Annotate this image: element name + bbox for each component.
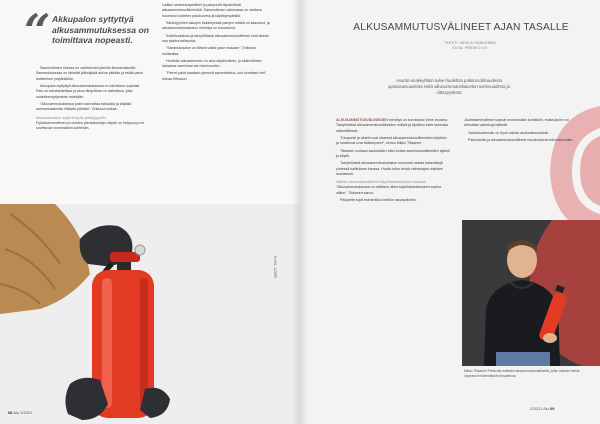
right-column-1 xyxy=(336,118,450,205)
body-paragraph: Huollettu alkusammutin on aina käyttövalmis, ja säännöllinen tarkastus varmistaa sen toimivuuden. xyxy=(162,58,262,69)
photo-credit: KUVA: 123RF xyxy=(273,256,277,279)
body-paragraph: "Alkusammutuksessa palon kannattaa tarkkailla ja käyttää sammutusainetta riittävän pitkään", Eriksson toteaa. xyxy=(36,101,132,112)
right-page xyxy=(300,0,600,424)
body-paragraph: Sammuttimen ohessa on vaihtoehdot pienille litiumioniakuille. Sammutuksessa on tärkeää jäähdyttää akkua pitkään ja estää palon leviäminen ympäristöön. xyxy=(36,66,144,81)
extinguisher-photo xyxy=(0,204,300,424)
lead-in-rest: merkitys on korostunut viime vuosina. Taloyhtiöissä alkusammutusvälineiden määrä ja sijoittelu tulee tarkistaa säännöllisesti. xyxy=(336,118,448,133)
page-number: 69 xyxy=(550,406,555,411)
person-photo xyxy=(462,220,600,366)
person-with-extinguisher-illustration xyxy=(462,220,600,366)
body-paragraph: Akkupalon syttyttyä alkusammutuksessa on toimittava nopeasti. Palo on tukahdutettava ja akun lämpötilaa on laskettava, jotta uudelleensyttyminen estetään. xyxy=(36,83,141,99)
body-paragraph: Jauhesammuttimet sopivat monenlaisiin kohteisiin, mutta jauhe voi aiheuttaa vahinkoja laitteille. xyxy=(464,118,569,128)
body-paragraph: Sähköpyörien akkujen lisääntyessä palojen määrä on kasvanut, ja alkusammutuskaluston merkitys on korostunut. xyxy=(162,20,270,31)
left-column-2 xyxy=(162,3,274,84)
body-paragraph: Vaahtosammutin on hyvä valinta asuinrakennuksiin. xyxy=(468,130,550,135)
subheading: Sammutusaine sopii tietyille palotyypeille xyxy=(36,115,107,120)
quote-mark-icon: “ xyxy=(24,4,51,58)
body-paragraph: Kotitalouksissa ja taloyhtiöissä alkusammutusvälineet ovat tärkeä osa paloturvallisuutta. xyxy=(162,33,269,43)
photo-caption: Mikko Tikkanen Preskolta esittelee alkusammutusvälineitä, joilla voidaan toimia nopeasti ensimmäisinä minuutteina. xyxy=(464,369,580,378)
pull-quote xyxy=(24,4,156,58)
body-paragraph: Palopeite sopii esimerkiksi keittiön rasvapaloihin. xyxy=(340,198,417,203)
body-paragraph: Taloyhtiöissä alkusammutuskaluston kunnosta vastaa isännöitsijä yhdessä hallituksen kanssa. Huolto tulee tehdä valmistajan ohjeiden mukaisesti. xyxy=(336,161,444,176)
page-footer-left xyxy=(8,410,32,415)
body-paragraph: Lisäksi sammutuspeitteet ja palopostit täydentävät alkusammutusvälineistöä. Sammuttimen valinnassa on otettava huomioon kohteen palokuorma ja käyttöympäristö. xyxy=(162,3,262,18)
article-lede: Asunto-osakeyhtiön tulee huolehtia paloturvallisuudesta ajantasaisuudesta sekä alkusammutuskaluston toimivuudesta ja riittävyydestä xyxy=(387,78,511,96)
page-number: 68 xyxy=(8,410,13,415)
subheading: Valitse sammutusvälineet käyttötarkoituksen mukaan xyxy=(336,180,427,185)
body-paragraph: Pyöräsammuttimen ja muiden pienkalustojen käyttö on helppoa ja ne soveltuvat monenlaisiin kohteisiin. xyxy=(36,120,145,131)
byline-photo-credit: KUVA: PRESKO OY xyxy=(452,46,488,51)
body-paragraph: "Alkusammutuksessa on valittava oikea käyttötarkoitukseen sopiva väline", Tikkanen sanoo. xyxy=(336,185,441,195)
body-paragraph: "Pienet palot saadaan yleensä sammutettua, kun toimitaan heti", toteaa Eriksson. xyxy=(162,71,268,81)
issue-number: 2/2021 xyxy=(530,406,543,411)
publication-name: Alu xyxy=(543,406,549,411)
issue-number: 2/2021 xyxy=(20,410,33,415)
body-paragraph-first xyxy=(336,118,450,134)
body-paragraph: Palovaroitin ja alkusammutusvälineet muodostavat kokonaisuuden. xyxy=(468,137,574,142)
body-paragraph: Tikkasen mukaan asukkaiden tulisi tuntea sammutusvälineiden sijainti ja käyttö. xyxy=(336,148,450,158)
body-paragraph: "Kaupunki ja alueet ovat ottaneet alkusammutusvälineistön käyttöön ja hankinnat ovat lisääntyneet", kertoo Mikko Tikkanen. xyxy=(336,135,447,146)
lead-in-words: ALKUSAMMUTUSVÄLINEIDEN xyxy=(336,118,388,122)
byline-text-author: TEKSTI: MERJA HANKONEN xyxy=(444,41,496,45)
left-column-1 xyxy=(36,66,148,133)
article-title: ALKUSAMMUTUSVÄLINEET AJAN TASALLE xyxy=(353,22,569,33)
publication-name: Alu xyxy=(13,410,20,415)
body-paragraph: "Sammutusaine on tärkeä valita palon mukaan", Eriksson muistuttaa. xyxy=(162,46,257,56)
page-footer-right xyxy=(530,406,554,411)
pull-quote-text: Akkupalon syttyttyä alkusammutuksessa on toimittava nopeasti. xyxy=(52,14,149,46)
extinguisher-illustration xyxy=(0,204,300,424)
right-column-2 xyxy=(464,118,584,145)
byline xyxy=(400,41,540,52)
